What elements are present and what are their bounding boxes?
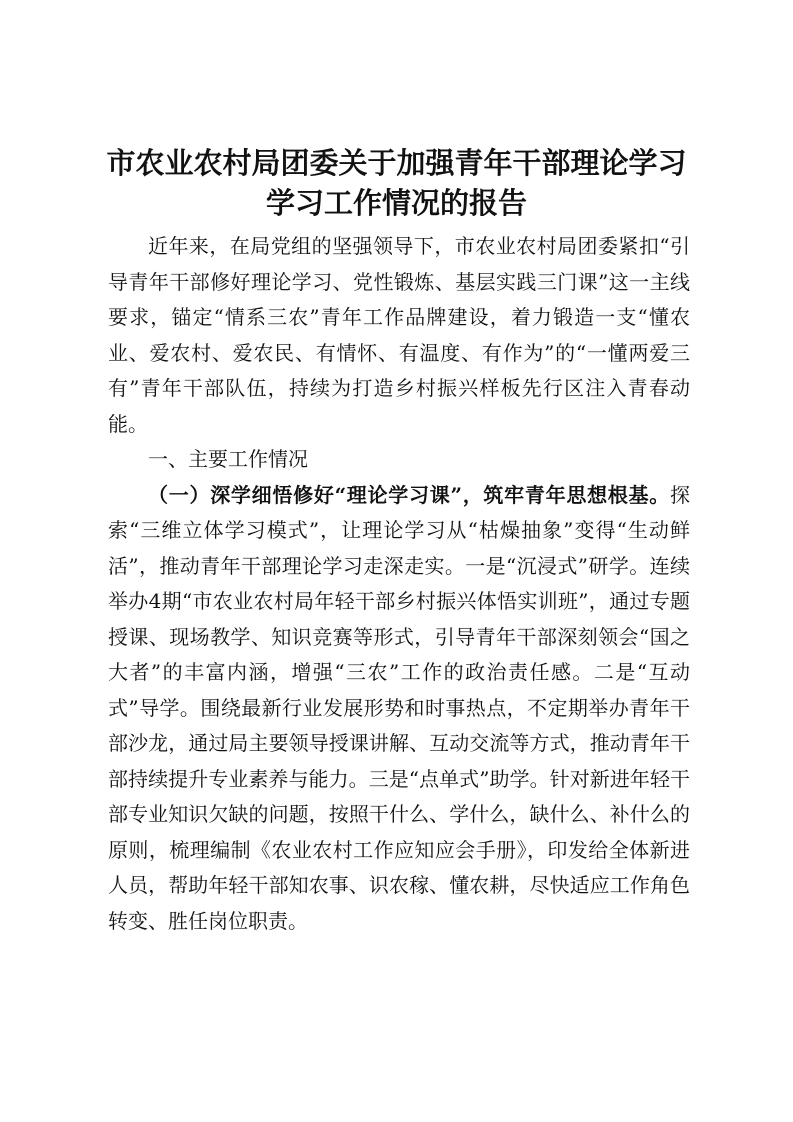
document-body xyxy=(108,229,690,939)
subsection-body-text: 探索“三维立体学习模式”，让理论学习从“枯燥抽象”变得“生动鲜活”，推动青年干部理论学习走深走实。一是“沉浸式”研学。连续举办4期“市农业农村局年轻干部乡村振兴体悟实训班”，通过专题授课、现场教学、知识竞赛等形式，引导青年干部深刻领会“国之大者”的丰富内涵，增强“三农”工作的政治责任感。二是“互动式”导学。围绕最新行业发展形势和时事热点，不定期举办青年干部沙龙，通过局主要领导授课讲解、互动交流等方式，推动青年干部持续提升专业素养与能力。三是“点单式”助学。针对新进年轻干部专业知识欠缺的问题，按照干什么、学什么，缺什么、补什么的原则，梳理编制《农业农村工作应知应会手册》，印发给全体新进人员，帮助年轻干部知农事、识农稼、懂农耕，尽快适应工作角色转变、胜任岗位职责。 xyxy=(108,482,690,933)
intro-paragraph: 近年来，在局党组的坚强领导下，市农业农村局团委紧扣“引导青年干部修好理论学习、党性锻炼、基层实践三门课”这一主线要求，锚定“情系三农”青年工作品牌建设，着力锻造一支“懂农业、爱农村、爱农民、有情怀、有温度、有作为”的“一懂两爱三有”青年干部队伍，持续为打造乡村振兴样板先行区注入青春动能。 xyxy=(108,234,690,436)
title-line-2: 学习工作情况的报告 xyxy=(265,186,527,220)
subsection-heading: （一）深学细悟修好“理论学习课”，筑牢青年思想根基。 xyxy=(148,482,670,507)
section-heading-main-work: 一、主要工作情况 xyxy=(148,447,308,471)
document-title xyxy=(90,143,703,223)
title-line-1: 市农业农村局团委关于加强青年干部理论学习 xyxy=(106,146,687,180)
subsection-paragraph-theory-study xyxy=(108,478,690,940)
